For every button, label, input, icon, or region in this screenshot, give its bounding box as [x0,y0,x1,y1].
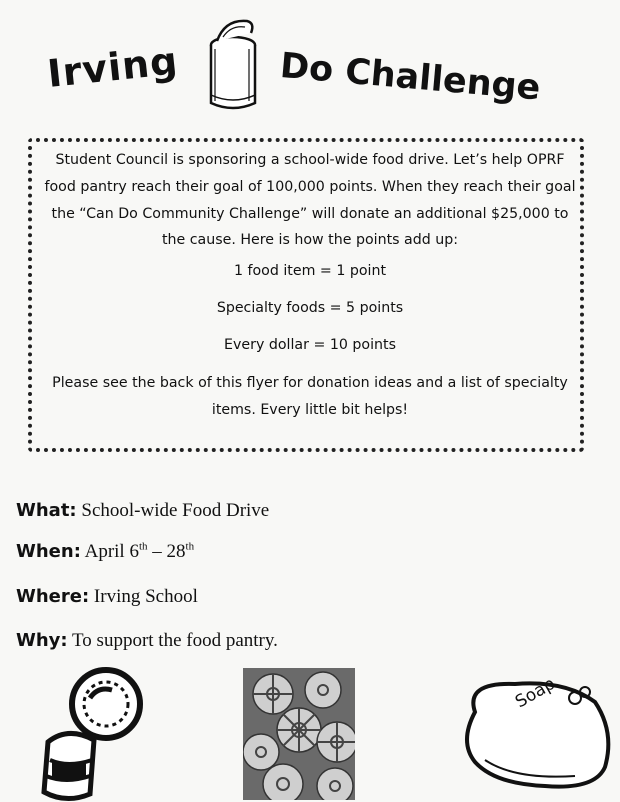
closing-paragraph: Please see the back of this flyer for donation ideas and a list of specialty items. Every little bit helps! [52,375,568,418]
what-row [16,500,269,522]
soap-label: Soap [512,673,559,713]
why-label: Why: [16,630,68,651]
points-line-1: 1 food item = 1 point [233,263,387,279]
why-value: To support the food pantry. [72,630,278,651]
what-label: What: [16,500,77,521]
where-label: Where: [16,586,90,607]
intro-paragraph: Student Council is sponsoring a school-wide food drive. Let’s help OPRF food pantry reach their goal of 100,000 points. When they reach their goal the “Can Do Community Challenge” will donate an additional $25,000 to the cause. Here is how the points add up: [44,152,576,249]
title-do-challenge: Do Challenge [278,46,542,109]
points-line-3: Every dollar = 10 points [224,337,396,353]
when-value: April 6th – 28th [84,540,195,562]
why-row [16,630,278,652]
title-irving: Irving [45,38,181,96]
title [0,0,620,130]
when-label: When: [16,541,81,562]
when-row [16,541,194,563]
what-value: School-wide Food Drive [81,500,270,521]
where-value: Irving School [93,586,198,607]
points-line-2: Specialty foods = 5 points [216,300,404,316]
can-icon [203,15,263,115]
pasta-photo [243,668,355,800]
open-can-clipart [28,664,148,802]
where-row [16,586,198,608]
